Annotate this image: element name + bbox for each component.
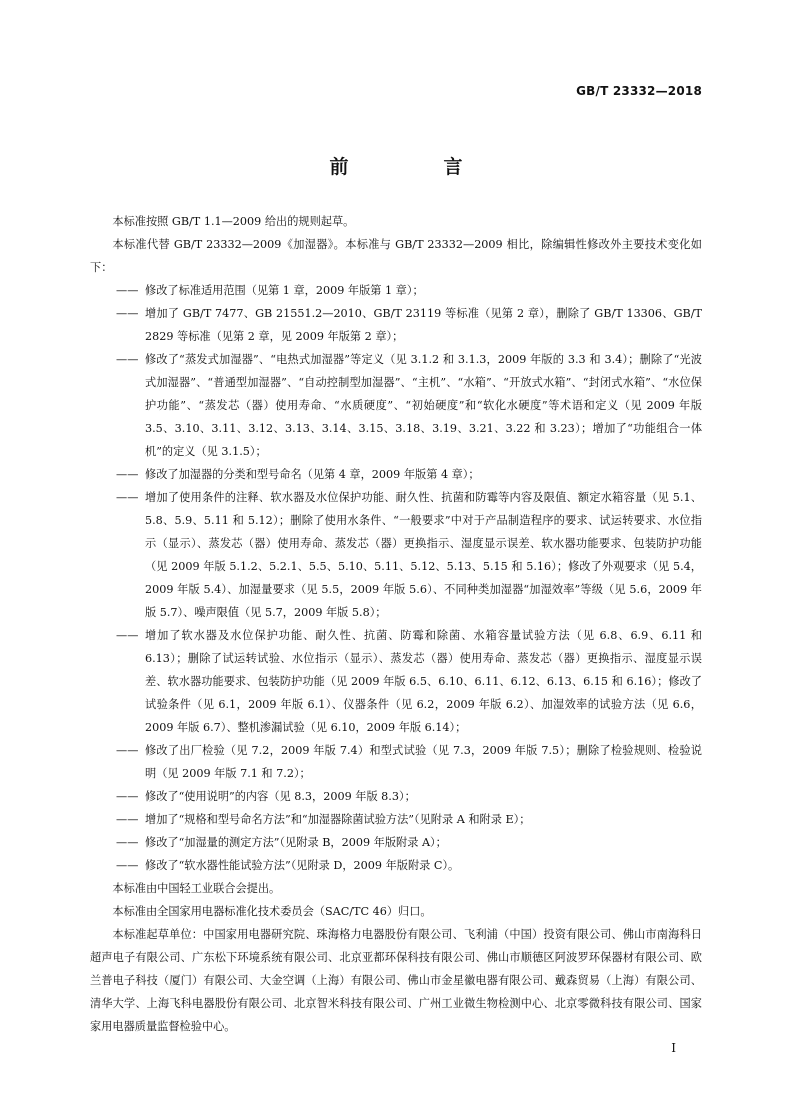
list-item	[90, 739, 702, 785]
list-item-text: 增加了软水器及水位保护功能、耐久性、抗菌、防霉和除菌、水箱容量试验方法（见 6.8、6.9、6.11 和 6.13）；删除了试运转试验、水位指示（显示）、蒸发芯（器）使用寿命、蒸发芯（器）更换指示、湿度显示误差、软水器功能要求、包装防护功能（见 2009 年版 6.5、6.10、6.11、6.12、6.13、6.15 和 6.16）；修改了试验条件（见 6.1，2009 年版 6.1）、仪器条件（见 6.2，2009 年版 6.2）、加湿效率的试验方法（见 6.6，2009 年版 6.7）、整机渗漏试验（见 6.10，2009 年版 6.14）；	[145, 629, 702, 734]
list-item-text: 修改了“使用说明”的内容（见 8.3，2009 年版 8.3）；	[145, 790, 416, 803]
dash-marker: ——	[116, 744, 139, 757]
list-item	[90, 463, 702, 486]
list-item	[90, 302, 702, 348]
list-item-text: 修改了出厂检验（见 7.2，2009 年版 7.4）和型式试验（见 7.3，2009 年版 7.5）；删除了检验规则、检验说明（见 2009 年版 7.1 和 7.2）；	[145, 744, 702, 780]
dash-marker: ——	[116, 284, 139, 297]
list-item	[90, 348, 702, 463]
paragraph-replacement: 本标准代替 GB/T 23332—2009《加湿器》。本标准与 GB/T 23332—2009 相比，除编辑性修改外主要技术变化如下：	[90, 238, 702, 274]
dash-marker: ——	[116, 468, 139, 481]
dash-marker: ——	[116, 307, 139, 320]
dash-marker: ——	[116, 813, 139, 826]
dash-marker: ——	[116, 859, 139, 872]
list-item-text: 增加了“规格和型号命名方法”和“加湿器除菌试验方法”（见附录 A 和附录 E）；	[145, 813, 531, 826]
list-item-text: 修改了“蒸发式加湿器”、“电热式加湿器”等定义（见 3.1.2 和 3.1.3，2009 年版的 3.3 和 3.4）；删除了“光波式加湿器”、“普通型加湿器”、“自动控制型加湿器”、“主机”、“水箱”、“开放式水箱”、“封闭式水箱”、“水位保护功能”、“蒸发芯（器）使用寿命、“水质硬度”、“初始硬度”和“软化水硬度”等术语和定义（见 2009 年版 3.5、3.10、3.11、3.12、3.13、3.14、3.15、3.18、3.19、3.21、3.22 和 3.23）；增加了“功能组合一体机”的定义（见 3.1.5）；	[145, 353, 702, 458]
dash-marker: ——	[116, 836, 139, 849]
list-item	[90, 854, 702, 877]
paragraph-drafting-units: 本标准起草单位：中国家用电器研究院、珠海格力电器股份有限公司、飞利浦（中国）投资有限公司、佛山市南海科日超声电子有限公司、广东松下环境系统有限公司、北京亚都环保科技有限公司、佛山市顺德区阿波罗环保器材有限公司、欧兰普电子科技（厦门）有限公司、大金空调（上海）有限公司、佛山市金星徽电器有限公司、戴森贸易（上海）有限公司、清华大学、上海飞科电器股份有限公司、北京智米科技有限公司、广州工业微生物检测中心、北京零微科技有限公司、国家家用电器质量监督检验中心。	[90, 928, 702, 1033]
list-item	[90, 279, 702, 302]
dash-marker: ——	[116, 353, 139, 366]
list-item	[90, 624, 702, 739]
page-number: I	[671, 1041, 676, 1055]
dash-marker: ——	[116, 790, 139, 803]
paragraph-drafting-rules: 本标准按照 GB/T 1.1—2009 给出的规则起草。	[112, 215, 355, 228]
list-item	[90, 808, 702, 831]
page-title: 前 言	[329, 156, 501, 178]
list-item-text: 修改了“软水器性能试验方法”（见附录 D，2009 年版附录 C）。	[145, 859, 460, 872]
list-item	[90, 785, 702, 808]
paragraph-committee: 本标准由全国家用电器标准化技术委员会（SAC/TC 46）归口。	[112, 905, 432, 918]
changes-list	[90, 279, 702, 877]
document-body	[90, 210, 702, 1038]
list-item-text: 增加了 GB/T 7477、GB 21551.2—2010、GB/T 23119 等标准（见第 2 章），删除了 GB/T 13306、GB/T 2829 等标准（见第 2 章，见 2009 年版第 2 章）；	[145, 307, 702, 343]
standard-code: GB/T 23332—2018	[576, 84, 702, 98]
list-item	[90, 486, 702, 624]
dash-marker: ——	[116, 629, 139, 642]
list-item-text: 修改了标准适用范围（见第 1 章，2009 年版第 1 章）；	[145, 284, 424, 297]
list-item-text: 增加了使用条件的注释、软水器及水位保护功能、耐久性、抗菌和防霉等内容及限值、额定水箱容量（见 5.1、5.8、5.9、5.11 和 5.12）；删除了使用水条件、“一般要求”中对于产品制造程序的要求、试运转要求、水位指示（显示）、蒸发芯（器）使用寿命、蒸发芯（器）更换指示、湿度显示误差、软水器功能要求、包装防护功能（见 2009 年版 5.1.2、5.2.1、5.5、5.10、5.11、5.12、5.13、5.15 和 5.16）；修改了外观要求（见 5.4，2009 年版 5.4）、加湿量要求（见 5.5，2009 年版 5.6）、不同种类加湿器“加湿效率”等级（见 5.6，2009 年版 5.7）、噪声限值（见 5.7，2009 年版 5.8）；	[145, 491, 702, 619]
list-item	[90, 831, 702, 854]
dash-marker: ——	[116, 491, 139, 504]
list-item-text: 修改了加湿器的分类和型号命名（见第 4 章，2009 年版第 4 章）；	[145, 468, 480, 481]
paragraph-proposer: 本标准由中国轻工业联合会提出。	[112, 882, 281, 895]
list-item-text: 修改了“加湿量的测定方法”（见附录 B，2009 年版附录 A）；	[145, 836, 447, 849]
